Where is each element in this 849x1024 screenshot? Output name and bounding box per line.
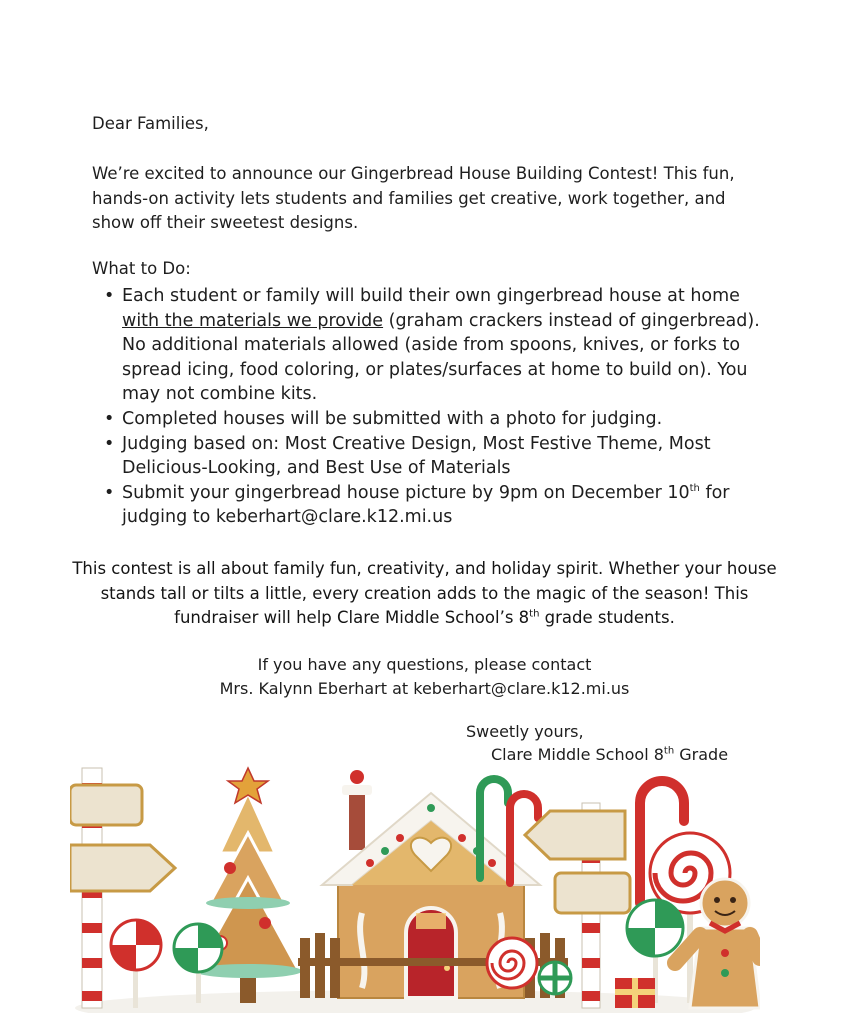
signoff-name-text: Clare Middle School 8 xyxy=(491,745,664,764)
list-item xyxy=(122,481,772,530)
sign-board xyxy=(70,785,142,825)
list-item-text: Each student or family will build their own gingerbread house at home xyxy=(122,286,740,306)
green-lollipop xyxy=(174,924,222,1003)
list-item xyxy=(122,284,772,407)
swirl-candy xyxy=(487,938,537,988)
left-signpost xyxy=(70,768,175,1008)
spirit-text: This contest is all about family fun, creativity, and holiday spirit. Whether your house stands tall or tilts a little, every creation adds to the magic of the season! This fundraiser will help Clare Middle School’s 8 xyxy=(72,559,777,627)
sign-board xyxy=(555,873,630,913)
what-to-do-list xyxy=(92,284,772,530)
gingerbread-village-illustration xyxy=(70,763,760,1013)
questions-line: If you have any questions, please contact xyxy=(257,655,592,674)
arrow-sign xyxy=(70,845,175,891)
list-item-text: Judging based on: Most Creative Design, Most Festive Theme, Most Delicious-Looking, and Best Use of Materials xyxy=(122,433,711,479)
intro-paragraph: We’re excited to announce our Gingerbread House Building Contest! This fun, hands-on activity lets students and families get creative, work together, and show off their sweetest designs. xyxy=(92,164,735,232)
signoff-name xyxy=(491,745,728,764)
small-mint-candy xyxy=(539,962,571,994)
signoff-name-text: Grade xyxy=(674,745,729,764)
superscript: th xyxy=(529,608,540,620)
questions-block xyxy=(60,653,789,700)
greeting: Dear Families, xyxy=(92,114,209,133)
materials-note: with the materials we provide xyxy=(122,310,384,331)
list-item-text: Completed houses will be submitted with a photo for judging. xyxy=(122,408,663,429)
list-item xyxy=(122,432,772,481)
list-item-text: (graham crackers instead of gingerbread). No additional materials allowed (aside from spoons, knives, or forks to spread icing, food coloring, or plates/surfaces at home to build on). You may not combine kits. xyxy=(122,310,760,405)
list-item xyxy=(122,407,772,432)
spirit-text: grade students. xyxy=(539,608,675,627)
gift-box xyxy=(615,978,655,1008)
list-item-text: Submit your gingerbread house picture by 9pm on December 10 xyxy=(122,482,690,503)
list-item-text: for judging to keberhart@clare.k12.mi.us xyxy=(122,482,730,528)
what-to-do-heading: What to Do: xyxy=(92,259,191,278)
contact-line: Mrs. Kalynn Eberhart at keberhart@clare.k12.mi.us xyxy=(219,678,630,698)
spirit-paragraph xyxy=(60,557,789,631)
signoff-closing: Sweetly yours, xyxy=(466,722,584,741)
superscript: th xyxy=(689,482,700,494)
left-lollipop xyxy=(111,920,161,1008)
superscript: th xyxy=(663,745,675,757)
